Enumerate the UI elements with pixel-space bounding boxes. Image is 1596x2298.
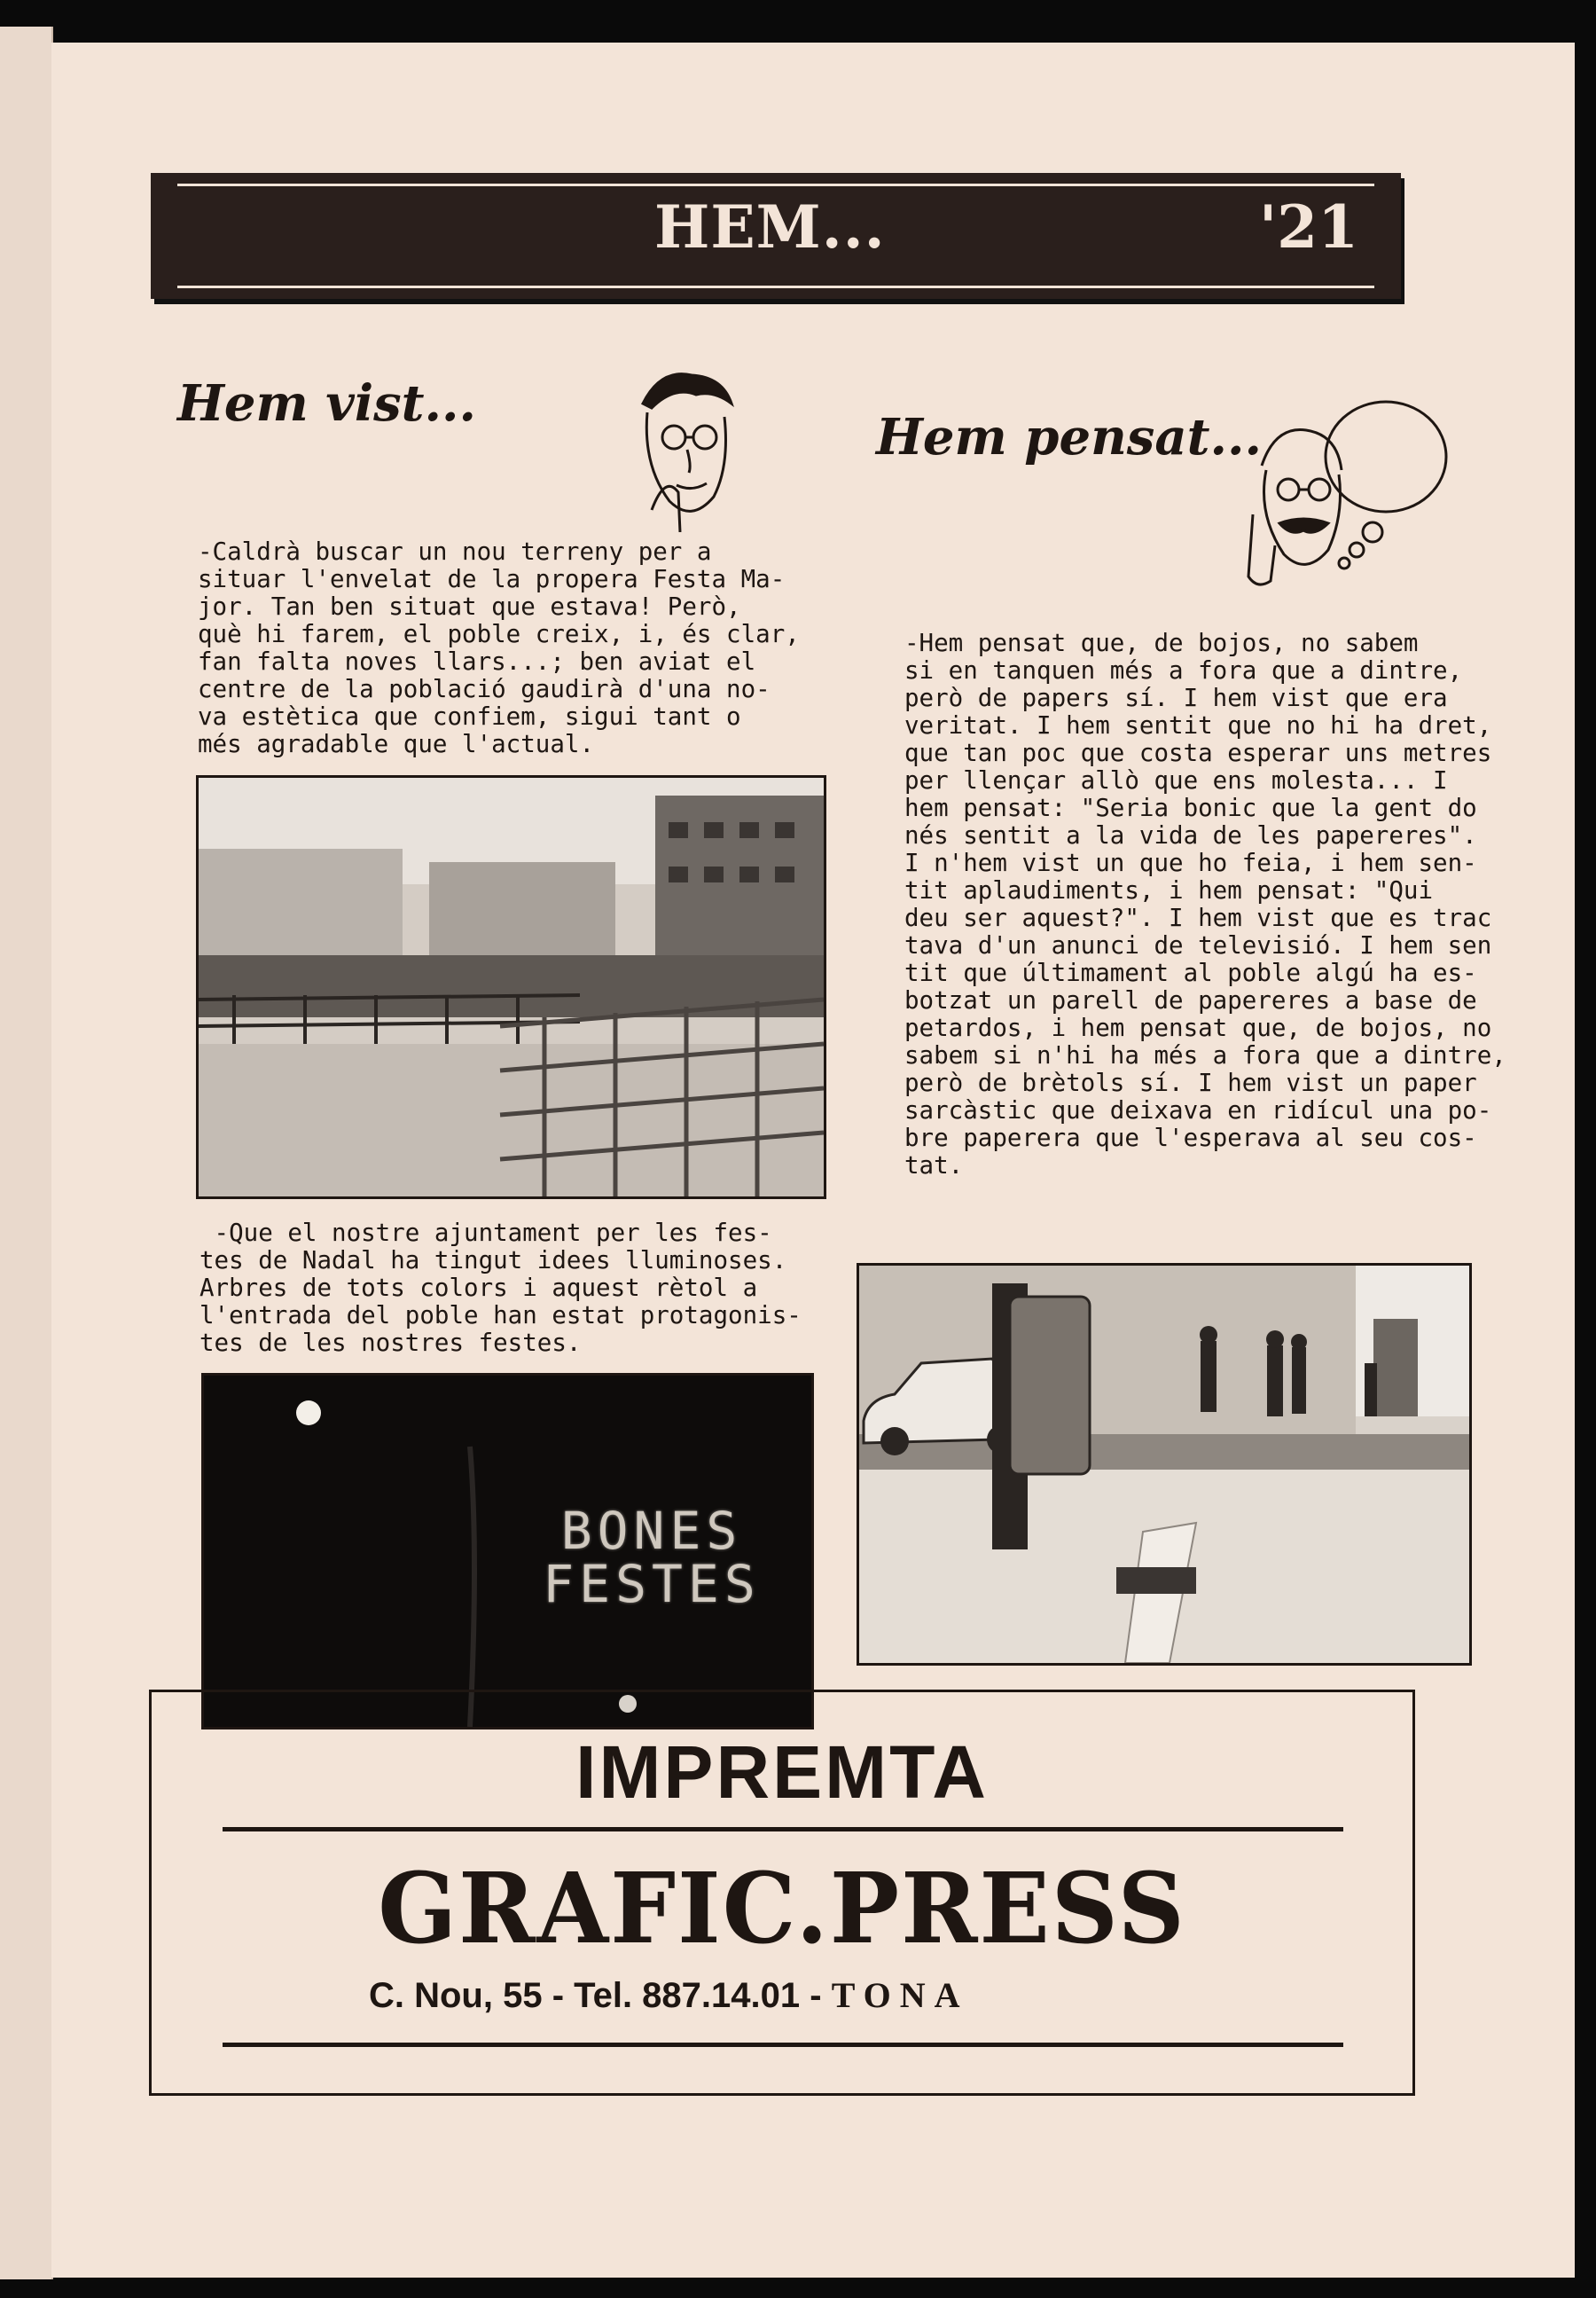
section-title-hem-pensat: Hem pensat... (876, 408, 1262, 467)
header-rule-top (177, 184, 1374, 186)
paragraph-nadal: -Que el nostre ajuntament per les fes- tes de Nadal ha tingut idees lluminoses. Arbres de tots colors i aquest rètol a l'entrada del poble han estat protagonis- tes de les nostres festes. (200, 1219, 802, 1357)
page-header-banner (151, 173, 1401, 299)
binding-spine (0, 27, 53, 2279)
photo-construction-site (196, 775, 826, 1199)
advert-rule-bottom (223, 2043, 1343, 2047)
section-title-hem-vist: Hem vist... (177, 374, 476, 433)
advert-address (369, 1974, 969, 2016)
sign-text-bones: BONES (560, 1501, 743, 1561)
photo-street-paperera (857, 1263, 1472, 1666)
photo-bones-festes-sign (201, 1373, 814, 1729)
header-page-number: '21 (1258, 192, 1358, 262)
cartoon-thinking-man-bubble-icon (1240, 390, 1452, 603)
advert-address-town: TONA (831, 1975, 969, 2015)
paragraph-papereres: -Hem pensat que, de bojos, no sabem si en tanquen més a fora que a dintre, però de papers sí. I hem vist que era veritat. I hem sentit que no hi ha dret, que tan poc que costa esperar uns metres per llençar allò que ens molesta... I hem pensat: "Seria bonic que la gent do nés sentit a la vida de les papereres". I n'hem vist un que ho feia, i hem sen- tit aplaudiments, i hem pensat: "Qui deu ser aquest?". I hem vist que es trac tava d'un anunci de televisió. I hem sen tit que últimament al poble algú ha es- botzat un parell de papereres a base de petardos, i hem pensat que, de bojos, no sabem si n'hi ha més a fora que a dintre, però de brètols sí. I hem vist un paper sarcàstic que deixava en ridícul una po- bre paperera que l'esperava al seu cos- tat. (904, 629, 1506, 1180)
header-rule-bottom (177, 286, 1374, 288)
advert-heading: IMPREMTA (575, 1730, 989, 1814)
cartoon-man-thinking-icon (625, 368, 740, 532)
sign-text-festes: FESTES (543, 1554, 761, 1614)
paragraph-envelat: -Caldrà buscar un nou terreny per a situar l'envelat de la propera Festa Ma- jor. Tan ben situat que estava! Però, què hi farem, el poble creix, i, és clar, fan falta noves llars...; ben aviat el centre de la població gaudirà d'una no- va estètica que confiem, sigui tant o més agradable que l'actual. (198, 537, 800, 758)
header-title: HEM... (654, 192, 886, 262)
advert-address-street-phone: C. Nou, 55 - Tel. 887.14.01 - (369, 1976, 832, 2015)
advert-company-name: GRAFIC.PRESS (378, 1850, 1186, 1966)
advert-imprenta (149, 1690, 1415, 2096)
advert-rule-top (223, 1827, 1343, 1831)
